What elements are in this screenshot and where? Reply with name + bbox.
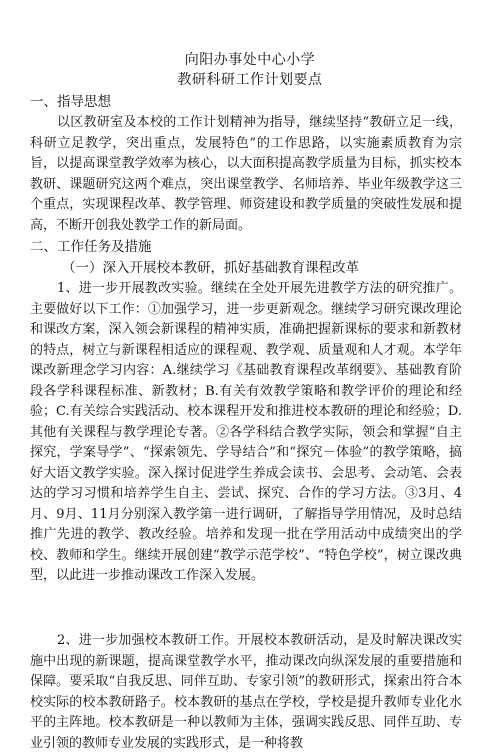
item-2-paragraph: 2、进一步加强校本教研工作。开展校本教研活动，是及时解决课改实施中出现的新课题，提高课堂教学水平，推动课改向纵深发展的重要措施和保障。要采取“自我反思、同伴互助、专家引领”的教研形式，探索出符合本校实际的校本教研路子。校本教研的基点在学校，学校是提升教师专业化水平的主阵地。校本教研是一种以教师为主体，强调实践反思、同伴互助、专业引领的教师专业发展的实践形式，是一种将教 bbox=[30, 633, 462, 751]
subsection-1-heading: （一）深入开展校本教研，抓好基础教育课程改革 bbox=[62, 260, 359, 276]
school-name-title: 向阳办事处中心小学 bbox=[184, 52, 316, 68]
section-1-paragraph: 以区教研室及本校的工作计划精神为指导，继续坚持“教研立足一线，科研立足教学，突出重点，发展特色”的工作思路，以实施素质教育为宗旨，以提高课堂教学效率为核心，以大面积提高教学质量为目标，抓实校本教研、课题研究这两个难点，突出课堂教学、名师培养、毕业年级教学这三个重点，实现课程改革、教学管理、师资建设和教学质量的突破性发展和提高，不断开创我处教学工作的新局面。 bbox=[30, 115, 462, 233]
section-1-heading: 一、指导思想 bbox=[30, 94, 111, 110]
item-1-paragraph: 1、进一步开展教改实验。继续在全处开展先进教学方法的研究推广。主要做好以下工作：①加强学习，进一步更新观念。继续学习研究课改理论和课改方案，深入领会新课程的精神实质，准确把握新课标的要求和新教材的特点，树立与新课程相适应的课程观、教学观、质量观和人才观。本学年课改新理念学习内容：A.继续学习《基础教育课程改革纲要》、基础教育阶段各学科课程标准、新教材；B.有关有效教学策略和教学评价的理论和经验；C.有关综合实践活动、校本课程开发和推进校本教研的理论和经验；D.其他有关课程与教学理论专著。②各学科结合教学实际，领会和掌握“自主探究，学案导学”、“探索领先、学导结合”和“探究－体验”的教学策略，搞好大语文教学实验。深入探讨促进学生养成会读书、会思考、会动笔、会表达的学习习惯和培养学生自主、尝试、探究、合作的学习方法。③3月、4月、9月、11月分别深入教学第一进行调研，了解指导学用情况，及时总结推广先进的教学、教改经验。培养和发现一批在学用活动中成绩突出的学校、教师和学生。继续开展创建“教学示范学校”、“特色学校”，树立课改典型，以此进一步推动课改工作深入发展。 bbox=[30, 281, 462, 583]
section-2-heading: 二、工作任务及措施 bbox=[30, 239, 152, 255]
plan-title: 教研科研工作计划要点 bbox=[177, 72, 323, 88]
